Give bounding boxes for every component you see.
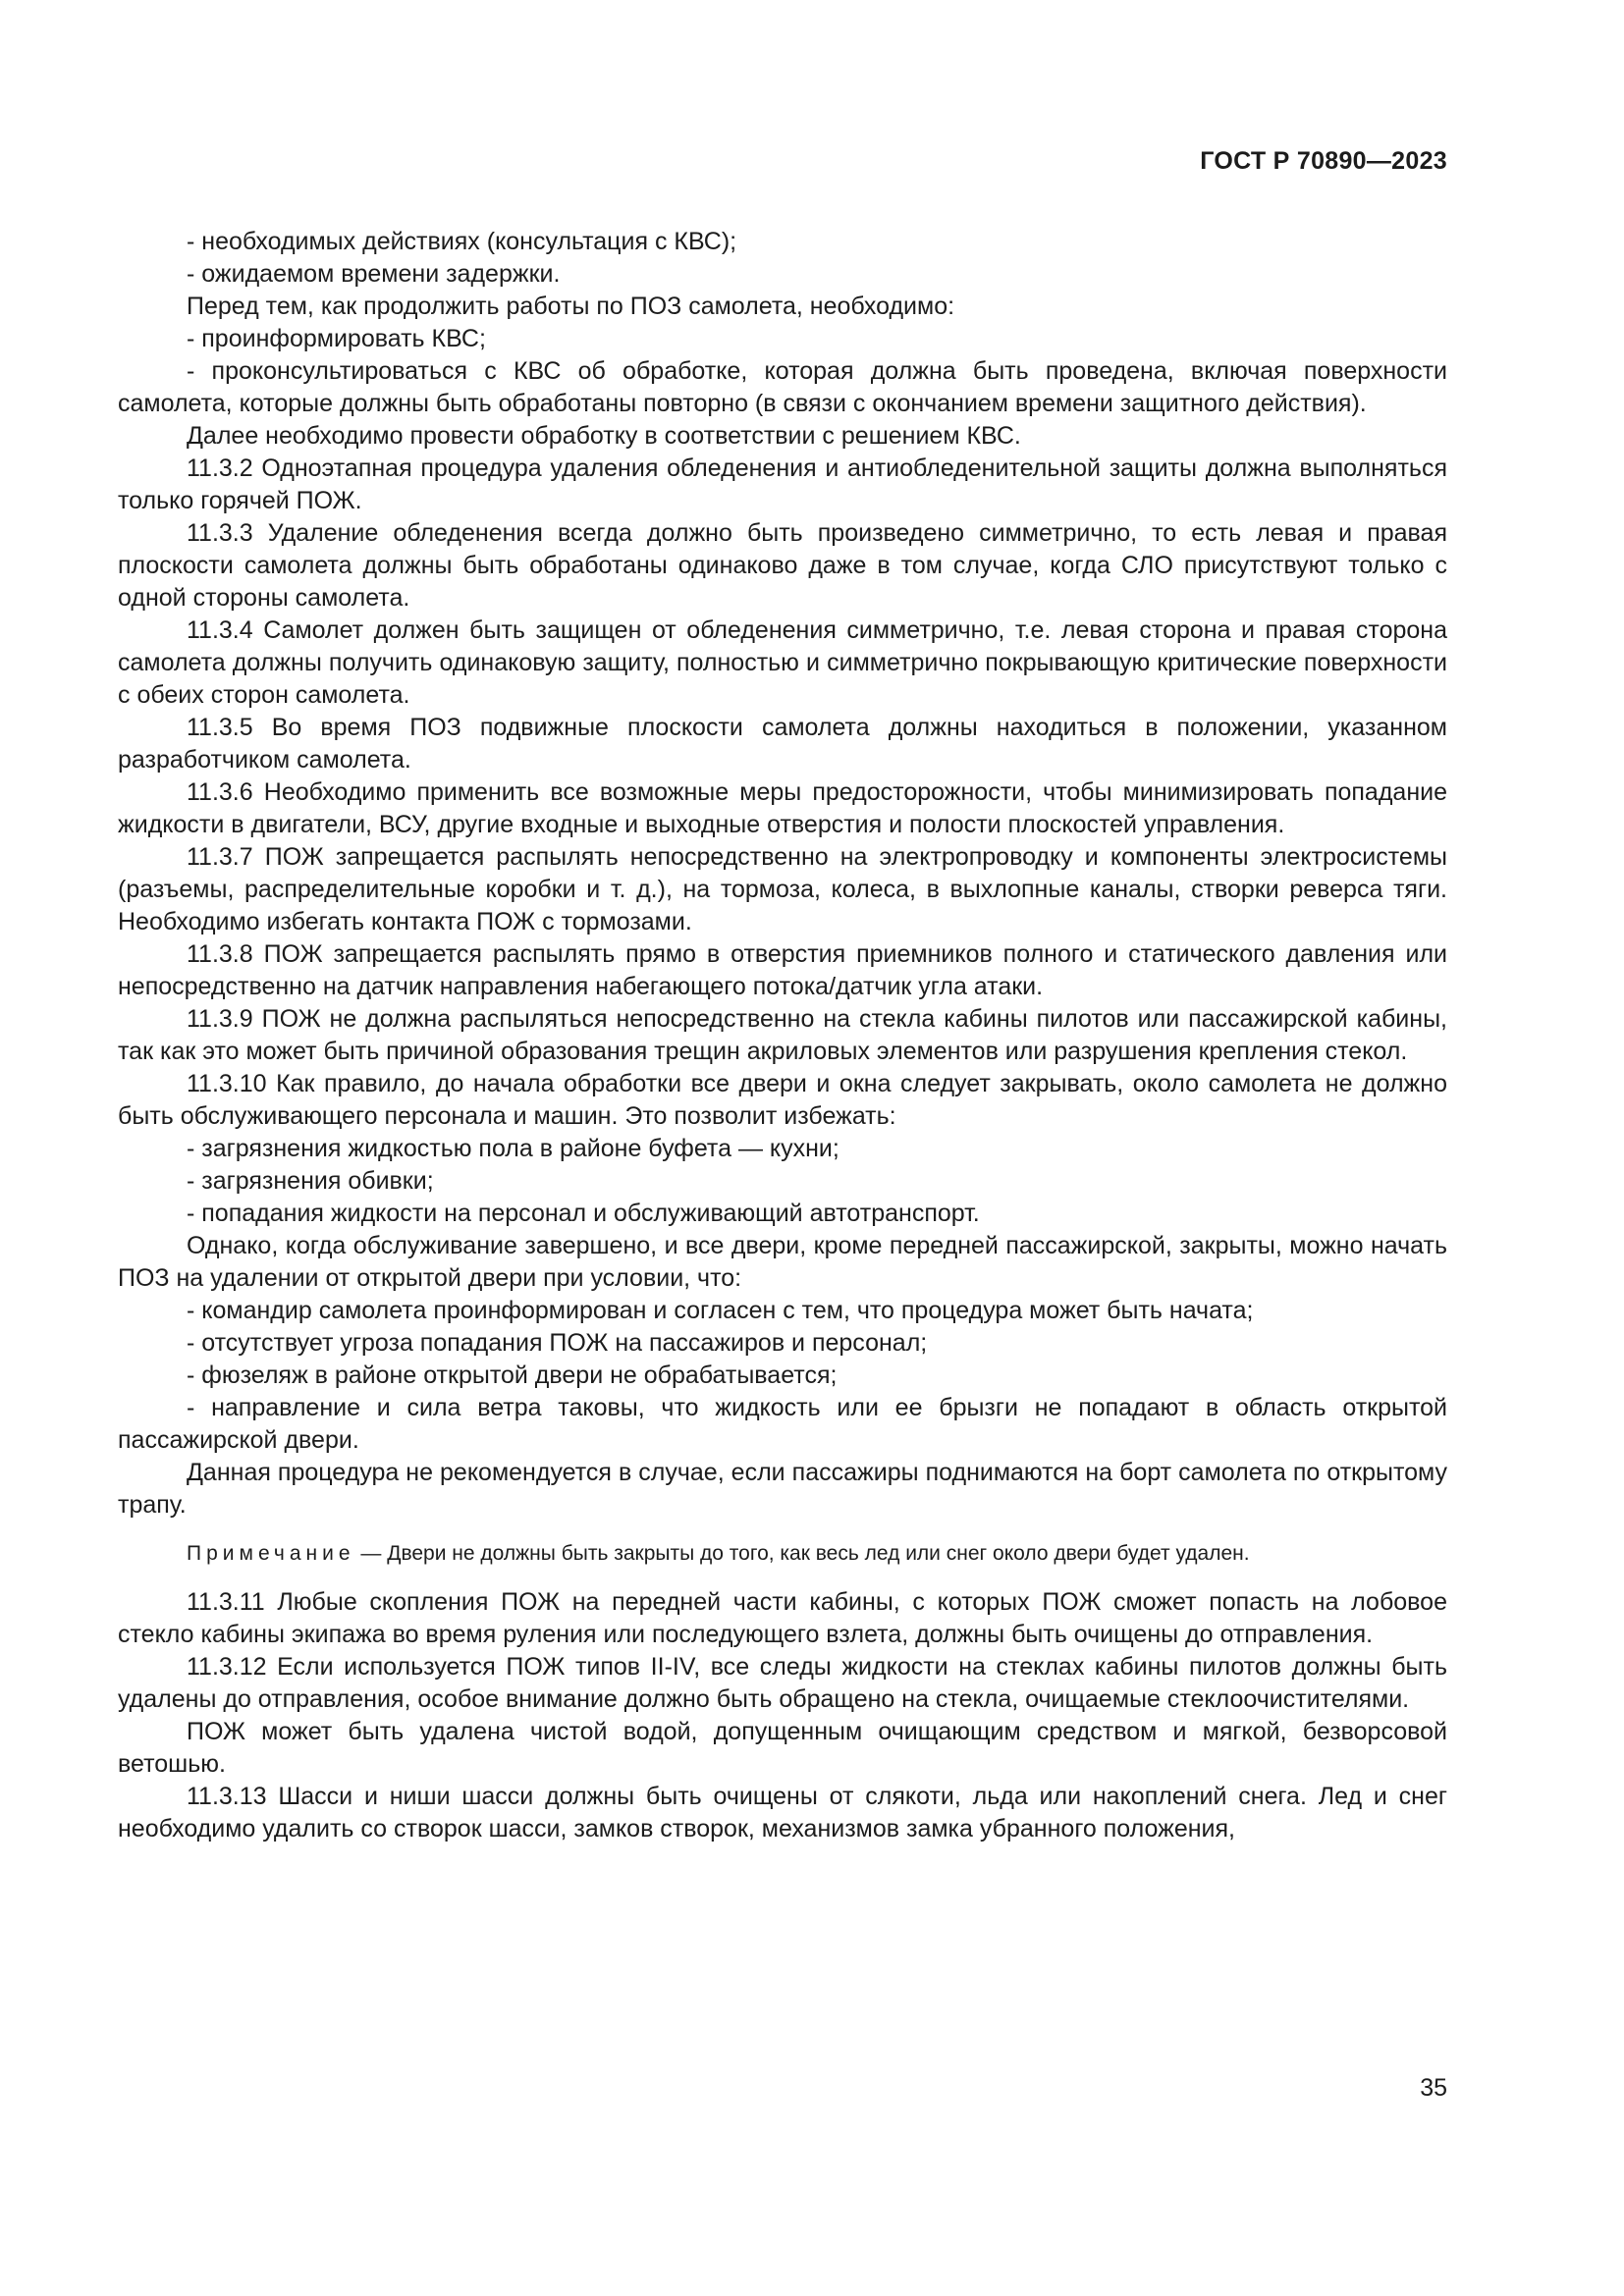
clause-11-3-5: 11.3.5 Во время ПОЗ подвижные плоскости самолета должны находиться в положении, указанном разработчиком самолета.	[118, 714, 1447, 774]
paragraph: Перед тем, как продолжить работы по ПОЗ самолета, необходимо:	[187, 293, 955, 320]
clause-11-3-12: 11.3.12 Если используется ПОЖ типов II-IV, все следы жидкости на стеклах кабины пилотов должны быть удалены до отправления, особое внимание должно быть обращено на стекла, очищаемые стеклоочистителями.	[118, 1653, 1447, 1713]
clause-11-3-3: 11.3.3 Удаление обледенения всегда должно быть произведено симметрично, то есть левая и правая плоскости самолета должны быть обработаны одинаково даже в том случае, когда СЛО присутствуют только с одной стороны самолета.	[118, 519, 1447, 612]
paragraph: Однако, когда обслуживание завершено, и все двери, кроме передней пассажирской, закрыты, можно начать ПОЗ на удалении от открытой двери при условии, что:	[118, 1232, 1447, 1292]
clause-11-3-4: 11.3.4 Самолет должен быть защищен от обледенения симметрично, т.е. левая сторона и правая сторона самолета должны получить одинаковую защиту, полностью и симметрично покрывающую критические поверхности с обеих сторон самолета.	[118, 616, 1447, 709]
note-text: — Двери не должны быть закрыты до того, как весь лед или снег около двери будет удален.	[354, 1542, 1250, 1565]
list-item: - загрязнения обивки;	[187, 1167, 434, 1195]
list-item: - необходимых действиях (консультация с КВС);	[187, 228, 737, 255]
document-body	[118, 226, 1447, 1845]
list-item: - командир самолета проинформирован и согласен с тем, что процедура может быть начата;	[187, 1297, 1254, 1324]
document-code-header: ГОСТ Р 70890—2023	[1200, 147, 1447, 175]
clause-11-3-2: 11.3.2 Одноэтапная процедура удаления обледенения и антиобледенительной защиты должна выполняться только горячей ПОЖ.	[118, 454, 1447, 514]
clause-11-3-6: 11.3.6 Необходимо применить все возможные меры предосторожности, чтобы минимизировать попадание жидкости в двигатели, ВСУ, другие входные и выходные отверстия и полости плоскостей управления.	[118, 778, 1447, 838]
list-item: - загрязнения жидкостью пола в районе буфета — кухни;	[187, 1135, 839, 1162]
clause-11-3-7: 11.3.7 ПОЖ запрещается распылять непосредственно на электропроводку и компоненты электросистемы (разъемы, распределительные коробки и т. д.), на тормоза, колеса, в выхлопные каналы, створки реверса тяги. Необходимо избегать контакта ПОЖ с тормозами.	[118, 843, 1447, 935]
paragraph: Данная процедура не рекомендуется в случае, если пассажиры поднимаются на борт самолета по открытому трапу.	[118, 1459, 1447, 1519]
list-item: - попадания жидкости на персонал и обслуживающий автотранспорт.	[187, 1200, 980, 1227]
clause-11-3-9: 11.3.9 ПОЖ не должна распыляться непосредственно на стекла кабины пилотов или пассажирской кабины, так как это может быть причиной образования трещин акриловых элементов или разрушения крепления стекол.	[118, 1005, 1447, 1065]
list-item: - направление и сила ветра таковы, что жидкость или ее брызги не попадают в область открытой пассажирской двери.	[118, 1394, 1447, 1454]
list-item: - ожидаемом времени задержки.	[187, 260, 561, 288]
list-item: - проконсультироваться с КВС об обработке, которая должна быть проведена, включая поверхности самолета, которые должны быть обработаны повторно (в связи с окончанием времени защитного действия).	[118, 357, 1447, 417]
note-label: Примечание	[187, 1542, 355, 1565]
note	[118, 1539, 1447, 1569]
list-item: - фюзеляж в районе открытой двери не обрабатывается;	[187, 1362, 838, 1389]
paragraph: ПОЖ может быть удалена чистой водой, допущенным очищающим средством и мягкой, безворсовой ветошью.	[118, 1718, 1447, 1778]
clause-11-3-8: 11.3.8 ПОЖ запрещается распылять прямо в отверстия приемников полного и статического давления или непосредственно на датчик направления набегающего потока/датчик угла атаки.	[118, 940, 1447, 1000]
paragraph: Далее необходимо провести обработку в соответствии с решением КВС.	[187, 422, 1021, 450]
clause-11-3-11: 11.3.11 Любые скопления ПОЖ на передней части кабины, с которых ПОЖ сможет попасть на лобовое стекло кабины экипажа во время руления или последующего взлета, должны быть очищены до отправления.	[118, 1588, 1447, 1648]
list-item: - проинформировать КВС;	[187, 325, 486, 352]
list-item: - отсутствует угроза попадания ПОЖ на пассажиров и персонал;	[187, 1329, 928, 1357]
clause-11-3-13: 11.3.13 Шасси и ниши шасси должны быть очищены от слякоти, льда или накоплений снега. Лед и снег необходимо удалить со створок шасси, замков створок, механизмов замка убранного положения,	[118, 1783, 1447, 1842]
clause-11-3-10: 11.3.10 Как правило, до начала обработки все двери и окна следует закрывать, около самолета не должно быть обслуживающего персонала и машин. Это позволит избежать:	[118, 1070, 1447, 1130]
page-number: 35	[1420, 2074, 1447, 2102]
